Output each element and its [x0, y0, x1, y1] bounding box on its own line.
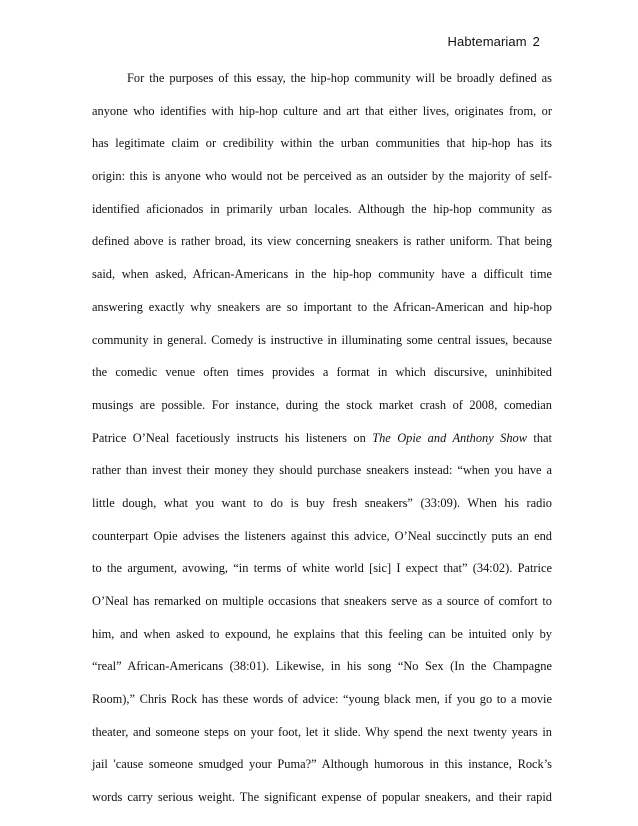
paragraph-line: rather than invest their money they should purchase sneakers instead: “when you have a: [92, 463, 552, 478]
paragraph-line: musings are possible. For instance, during the stock market crash of 2008, comedian: [92, 397, 552, 412]
body-paragraph: [92, 62, 552, 814]
paragraph-line: the comedic venue often times provides a format in which discursive, uninhibited: [92, 365, 552, 380]
paragraph-line: to the argument, avowing, “in terms of white world [sic] I expect that” (34:02). Patrice: [92, 561, 552, 576]
paragraph-line: community in general. Comedy is instructive in illuminating some central issues, because: [92, 332, 552, 347]
paragraph-line: origin: this is anyone who would not be perceived as an outsider by the majority of self-: [92, 169, 552, 184]
paragraph-line: jail 'cause someone smudged your Puma?” Although humorous in this instance, Rock’s: [92, 757, 552, 772]
paragraph-line: O’Neal has remarked on multiple occasions that sneakers serve as a source of comfort to: [92, 594, 552, 608]
header-author: Habtemariam: [447, 34, 527, 49]
paragraph-line: identified aficionados in primarily urban locales. Although the hip-hop community as: [92, 201, 552, 216]
paragraph-line-with-title: [92, 422, 552, 455]
paragraph-line: him, and when asked to expound, he explains that this feeling can be intuited only by: [92, 626, 552, 641]
show-title: The Opie and Anthony Show: [372, 430, 527, 445]
paragraph-line: anyone who identifies with hip-hop culture and art that either lives, originates from, or: [92, 103, 552, 118]
paragraph-line: little dough, what you want to do is buy fresh sneakers” (33:09). When his radio: [92, 495, 552, 510]
paragraph-line: answering exactly why sneakers are so important to the African-American and hip-hop: [92, 299, 552, 314]
paragraph-line: Room),” Chris Rock has these words of advice: “young black men, if you go to a movie: [92, 692, 552, 707]
line-text-before: Patrice O’Neal facetiously instructs his listeners on: [92, 430, 373, 445]
paragraph-line: has legitimate claim or credibility within the urban communities that hip-hop has its: [92, 136, 552, 151]
paragraph-line: “real” African-Americans (38:01). Likewise, in his song “No Sex (In the Champagne: [92, 659, 552, 674]
line-text-after: that: [527, 430, 552, 445]
paragraph-line: theater, and someone steps on your foot, let it slide. Why spend the next twenty years in: [92, 724, 552, 739]
paragraph-line: said, when asked, African-Americans in the hip-hop community have a difficult time: [92, 267, 552, 282]
running-header: [448, 34, 540, 49]
paragraph-line: defined above is rather broad, its view concerning sneakers is rather uniform. That being: [92, 234, 552, 249]
paragraph-line: words carry serious weight. The significant expense of popular sneakers, and their rapid: [92, 790, 552, 805]
paragraph-line: For the purposes of this essay, the hip-hop community will be broadly defined as: [127, 71, 552, 85]
paragraph-line: counterpart Opie advises the listeners against this advice, O’Neal succinctly puts an end: [92, 528, 552, 543]
header-page-number: 2: [532, 34, 540, 49]
